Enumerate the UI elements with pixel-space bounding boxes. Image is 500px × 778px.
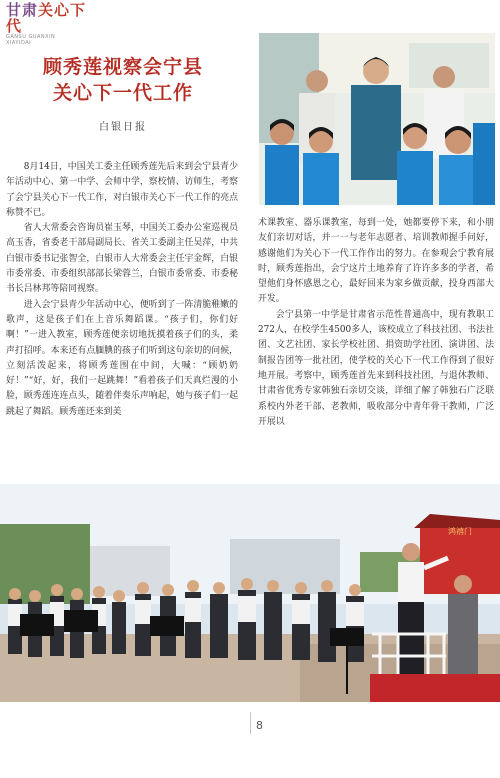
title-line-1: 顾秀莲视察会宁县: [42, 56, 203, 78]
article-column-2: [258, 216, 494, 430]
page-number: 8: [256, 719, 263, 732]
logo-subtitle-1: GANSU GUANXIN: [6, 34, 56, 40]
paragraph: 会宁县第一中学是甘肃省示范性普通高中，现有教职工272人，在校学生4500多人，该校成立了科技社团、书法社团、文艺社团、家长学校社团、捐资助学社团、演讲团、法制报告团等一批社团，使学校的关心下一代工作得到了很好地开展。考察中，顾秀莲首先来到科技社团，与退休教师、甘肃省优秀专家韩独石亲切交谈，详细了解了韩独石广泛联系校内外老干部、老教师，吸收部分中青年骨干教师，广泛开展以: [258, 309, 494, 427]
bottom-photo: [0, 484, 500, 702]
page-divider: [250, 712, 251, 734]
bottom-photo-illustration: [0, 484, 500, 702]
paragraph: 进入会宁县青少年活动中心，便听到了一阵清脆稚嫩的歌声，这是孩子们在上音乐舞蹈课。“孩子们，你们好啊！”一进入教室，顾秀莲便亲切地抚摸着孩子们的头，柔声打招呼。本来还有点腼腆的孩子们听到这句亲切的问候，立刻活泼起来，将顾秀莲围在中间，大喊：“顾奶奶好！”“好，好，我们一起跳舞！”看着孩子们天真烂漫的小脸，顾秀莲连连点头，随着伴奏乐声响起，她与孩子们一起跳起了舞蹈。顾秀莲还来到美: [6, 299, 238, 417]
title-line-2: 关心下一代工作: [52, 82, 193, 104]
magazine-logo: [6, 1, 96, 46]
paragraph: 术课教室、器乐课教室，每到一处，她都要停下来，和小朋友们亲切对话，并一一与老年志愿者、培训教师握手问好，感谢他们为关心下一代工作作出的努力。在参观会宁教育展时，顾秀莲指出，会宁这片土地养育了许许多多的学者，希望他们身怀感恩之心，最好回来为家乡做贡献，投身西部大开发。: [258, 218, 494, 305]
article-title: [0, 54, 246, 106]
bottom-photo-sign: 鸿禧门: [448, 527, 472, 536]
paragraph: 8月14日，中国关工委主任顾秀莲先后来到会宁县青少年活动中心、第一中学、会师中学，察校情、访师生，考察了会宁县关心下一代工作，对白银市关心下一代工作的亮点称赞不已。: [6, 162, 238, 218]
top-photo-illustration: [259, 33, 495, 205]
paragraph: 省人大常委会咨询员崔玉琴，中国关工委办公室巡视员高玉香，省委老干部局副局长、省关工委副主任吴萍，中共白银市委书记张智全，白银市人大常委会主任宇金辉，白银市委常委、市委组织部部长梁蓉兰，白银市委常委、市委秘书长吕林邦等陪同视察。: [6, 223, 238, 295]
logo-subtitle-2: XIAYIDAI: [6, 40, 32, 46]
article-source: 白银日报: [99, 122, 147, 133]
top-photo: [259, 33, 495, 205]
article-column-1: [6, 160, 238, 420]
logo-title: 甘肃关心下代: [6, 1, 87, 35]
